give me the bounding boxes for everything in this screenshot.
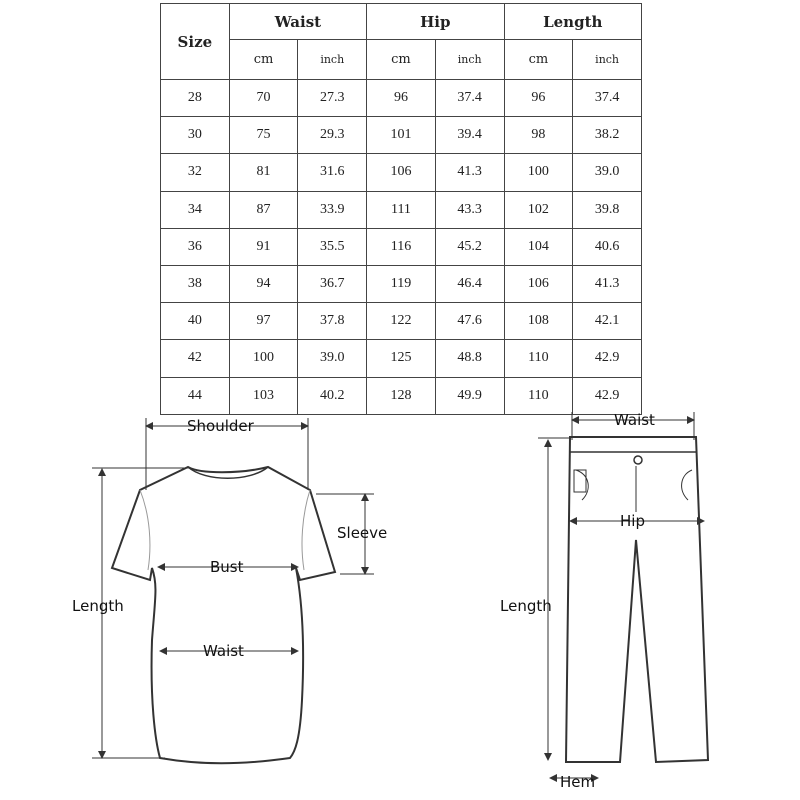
measurement-cell: 94 (229, 265, 298, 302)
measurement-cell: 49.9 (435, 377, 504, 414)
measurement-cell: 87 (229, 191, 298, 228)
size-header: Size (161, 4, 230, 80)
measurement-cell: 37.4 (573, 80, 642, 117)
measurement-cell: 70 (229, 80, 298, 117)
measurement-cell: 41.3 (435, 154, 504, 191)
measurement-cell: 91 (229, 228, 298, 265)
size-cell: 36 (161, 228, 230, 265)
measurement-cell: 39.4 (435, 117, 504, 154)
measurement-cell: 38.2 (573, 117, 642, 154)
measurement-cell: 128 (367, 377, 436, 414)
size-cell: 30 (161, 117, 230, 154)
measurement-cell: 39.8 (573, 191, 642, 228)
measurement-cell: 39.0 (573, 154, 642, 191)
measurement-cell: 42.9 (573, 340, 642, 377)
measurement-cell: 36.7 (298, 265, 367, 302)
shirt-waist-label: Waist (203, 642, 244, 660)
pants-diagram (566, 437, 708, 762)
length-header: Length (504, 4, 641, 40)
measurement-cell: 96 (367, 80, 436, 117)
measurement-cell: 42.9 (573, 377, 642, 414)
measurement-cell: 39.0 (298, 340, 367, 377)
size-cell: 34 (161, 191, 230, 228)
measurement-cell: 122 (367, 303, 436, 340)
size-cell: 28 (161, 80, 230, 117)
tshirt-outline (112, 467, 335, 763)
measurement-cell: 41.3 (573, 265, 642, 302)
measurement-cell: 111 (367, 191, 436, 228)
measurement-cell: 125 (367, 340, 436, 377)
measurement-cell: 31.6 (298, 154, 367, 191)
measurement-cell: 108 (504, 303, 573, 340)
measurement-cell: 45.2 (435, 228, 504, 265)
measurement-cell: 40.6 (573, 228, 642, 265)
measurement-cell: 119 (367, 265, 436, 302)
size-cell: 42 (161, 340, 230, 377)
hem-label: Hem (560, 773, 596, 791)
measurement-cell: 47.6 (435, 303, 504, 340)
measurement-cell: 102 (504, 191, 573, 228)
hip-label: Hip (620, 512, 645, 530)
measurement-cell: 96 (504, 80, 573, 117)
unit-header: inch (573, 40, 642, 80)
unit-header: cm (229, 40, 298, 80)
measurement-cell: 98 (504, 117, 573, 154)
measurement-cell: 42.1 (573, 303, 642, 340)
measurement-cell: 106 (367, 154, 436, 191)
bust-label: Bust (210, 558, 244, 576)
measurement-cell: 43.3 (435, 191, 504, 228)
measurement-cell: 37.8 (298, 303, 367, 340)
measurement-cell: 81 (229, 154, 298, 191)
measurement-cell: 37.4 (435, 80, 504, 117)
measurement-cell: 40.2 (298, 377, 367, 414)
pants-length-label: Length (500, 597, 552, 615)
measurement-cell: 110 (504, 377, 573, 414)
size-cell: 38 (161, 265, 230, 302)
waist-header: Waist (229, 4, 366, 40)
measurement-cell: 100 (229, 340, 298, 377)
measurement-cell: 101 (367, 117, 436, 154)
measurement-cell: 33.9 (298, 191, 367, 228)
measurement-cell: 35.5 (298, 228, 367, 265)
size-cell: 40 (161, 303, 230, 340)
measurement-cell: 106 (504, 265, 573, 302)
size-cell: 44 (161, 377, 230, 414)
shoulder-label: Shoulder (187, 417, 254, 435)
shirt-length-label: Length (72, 597, 124, 615)
measurement-cell: 104 (504, 228, 573, 265)
tshirt-diagram (112, 467, 335, 763)
pants-outline (566, 437, 708, 762)
measurement-cell: 75 (229, 117, 298, 154)
measurement-cell: 48.8 (435, 340, 504, 377)
measurement-cell: 97 (229, 303, 298, 340)
pants-waist-label: Waist (614, 411, 655, 429)
sleeve-label: Sleeve (337, 524, 388, 542)
unit-header: cm (504, 40, 573, 80)
measurement-cell: 29.3 (298, 117, 367, 154)
measurement-cell: 116 (367, 228, 436, 265)
unit-header: inch (298, 40, 367, 80)
measurement-cell: 100 (504, 154, 573, 191)
measurement-cell: 46.4 (435, 265, 504, 302)
hip-header: Hip (367, 4, 504, 40)
measurement-cell: 103 (229, 377, 298, 414)
unit-header: inch (435, 40, 504, 80)
size-cell: 32 (161, 154, 230, 191)
measurement-cell: 27.3 (298, 80, 367, 117)
measurement-cell: 110 (504, 340, 573, 377)
unit-header: cm (367, 40, 436, 80)
